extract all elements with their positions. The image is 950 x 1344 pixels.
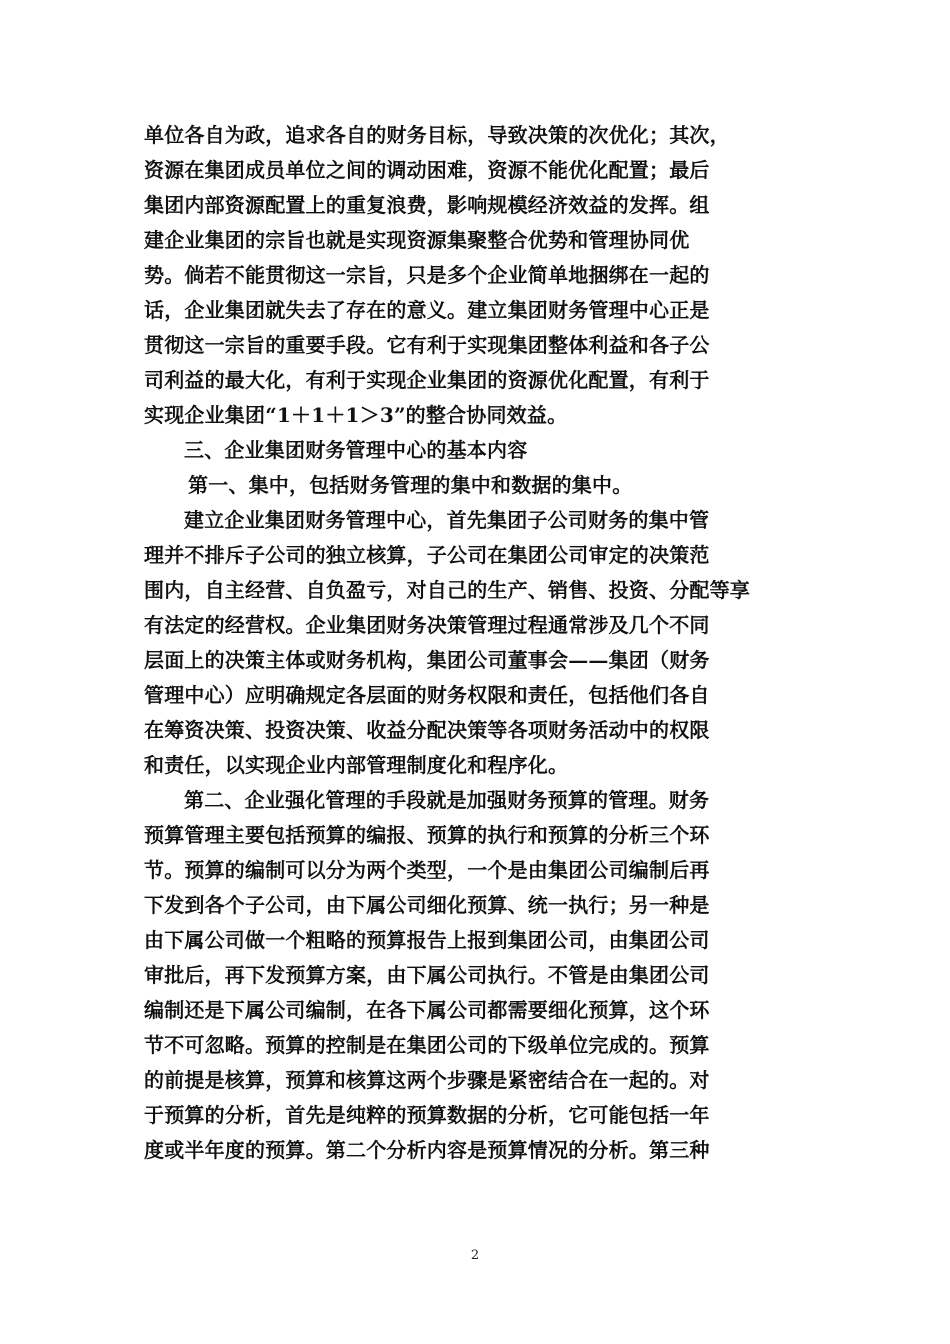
text-line: 审批后，再下发预算方案，由下属公司执行。不管是由集团公司 xyxy=(144,963,710,987)
text-line: 话，企业集团就失去了存在的意义。建立集团财务管理中心正是 xyxy=(144,298,710,322)
text-line: 围内，自主经营、自负盈亏，对自己的生产、销售、投资、分配等享 xyxy=(144,578,750,602)
text-line: 的前提是核算，预算和核算这两个步骤是紧密结合在一起的。对 xyxy=(144,1068,710,1092)
section-heading: 三、企业集团财务管理中心的基本内容 xyxy=(184,438,528,462)
text-line: 集团内部资源配置上的重复浪费，影响规模经济效益的发挥。组 xyxy=(144,193,710,217)
text-line: 于预算的分析，首先是纯粹的预算数据的分析，它可能包括一年 xyxy=(144,1103,710,1127)
text-line: 实现企业集团“1＋1＋1＞3”的整合协同效益。 xyxy=(144,403,568,427)
text-line: 有法定的经营权。企业集团财务决策管理过程通常涉及几个不同 xyxy=(144,613,710,637)
text-line: 节。预算的编制可以分为两个类型，一个是由集团公司编制后再 xyxy=(144,858,710,882)
text-line: 势。倘若不能贯彻这一宗旨，只是多个企业简单地捆绑在一起的 xyxy=(144,263,710,287)
paragraph-first-line: 第二、企业强化管理的手段就是加强财务预算的管理。财务 xyxy=(184,788,710,812)
page-number: 2 xyxy=(470,1248,480,1263)
text-line: 预算管理主要包括预算的编报、预算的执行和预算的分析三个环 xyxy=(144,823,710,847)
text-line: 资源在集团成员单位之间的调动困难，资源不能优化配置；最后 xyxy=(144,158,710,182)
subsection-heading: 第一、集中，包括财务管理的集中和数据的集中。 xyxy=(188,473,633,497)
text-line: 贯彻这一宗旨的重要手段。它有利于实现集团整体利益和各子公 xyxy=(144,333,710,357)
text-line: 管理中心）应明确规定各层面的财务权限和责任，包括他们各自 xyxy=(144,683,710,707)
text-line: 单位各自为政，追求各自的财务目标，导致决策的次优化；其次， xyxy=(144,123,730,147)
text-line: 在筹资决策、投资决策、收益分配决策等各项财务活动中的权限 xyxy=(144,718,710,742)
text-line: 编制还是下属公司编制，在各下属公司都需要细化预算，这个环 xyxy=(144,998,710,1022)
text-line: 层面上的决策主体或财务机构，集团公司董事会——集团（财务 xyxy=(144,648,710,672)
text-line: 下发到各个子公司，由下属公司细化预算、统一执行；另一种是 xyxy=(144,893,710,917)
text-line: 司利益的最大化，有利于实现企业集团的资源优化配置，有利于 xyxy=(144,368,710,392)
text-line: 建企业集团的宗旨也就是实现资源集聚整合优势和管理协同优 xyxy=(144,228,690,252)
text-line: 由下属公司做一个粗略的预算报告上报到集团公司，由集团公司 xyxy=(144,928,710,952)
text-line: 和责任，以实现企业内部管理制度化和程序化。 xyxy=(144,753,569,777)
text-line: 节不可忽略。预算的控制是在集团公司的下级单位完成的。预算 xyxy=(144,1033,710,1057)
paragraph-first-line: 建立企业集团财务管理中心，首先集团子公司财务的集中管 xyxy=(184,508,710,532)
text-line: 理并不排斥子公司的独立核算，子公司在集团公司审定的决策范 xyxy=(144,543,710,567)
text-line: 度或半年度的预算。第二个分析内容是预算情况的分析。第三种 xyxy=(144,1138,710,1162)
document-body xyxy=(144,118,812,1168)
